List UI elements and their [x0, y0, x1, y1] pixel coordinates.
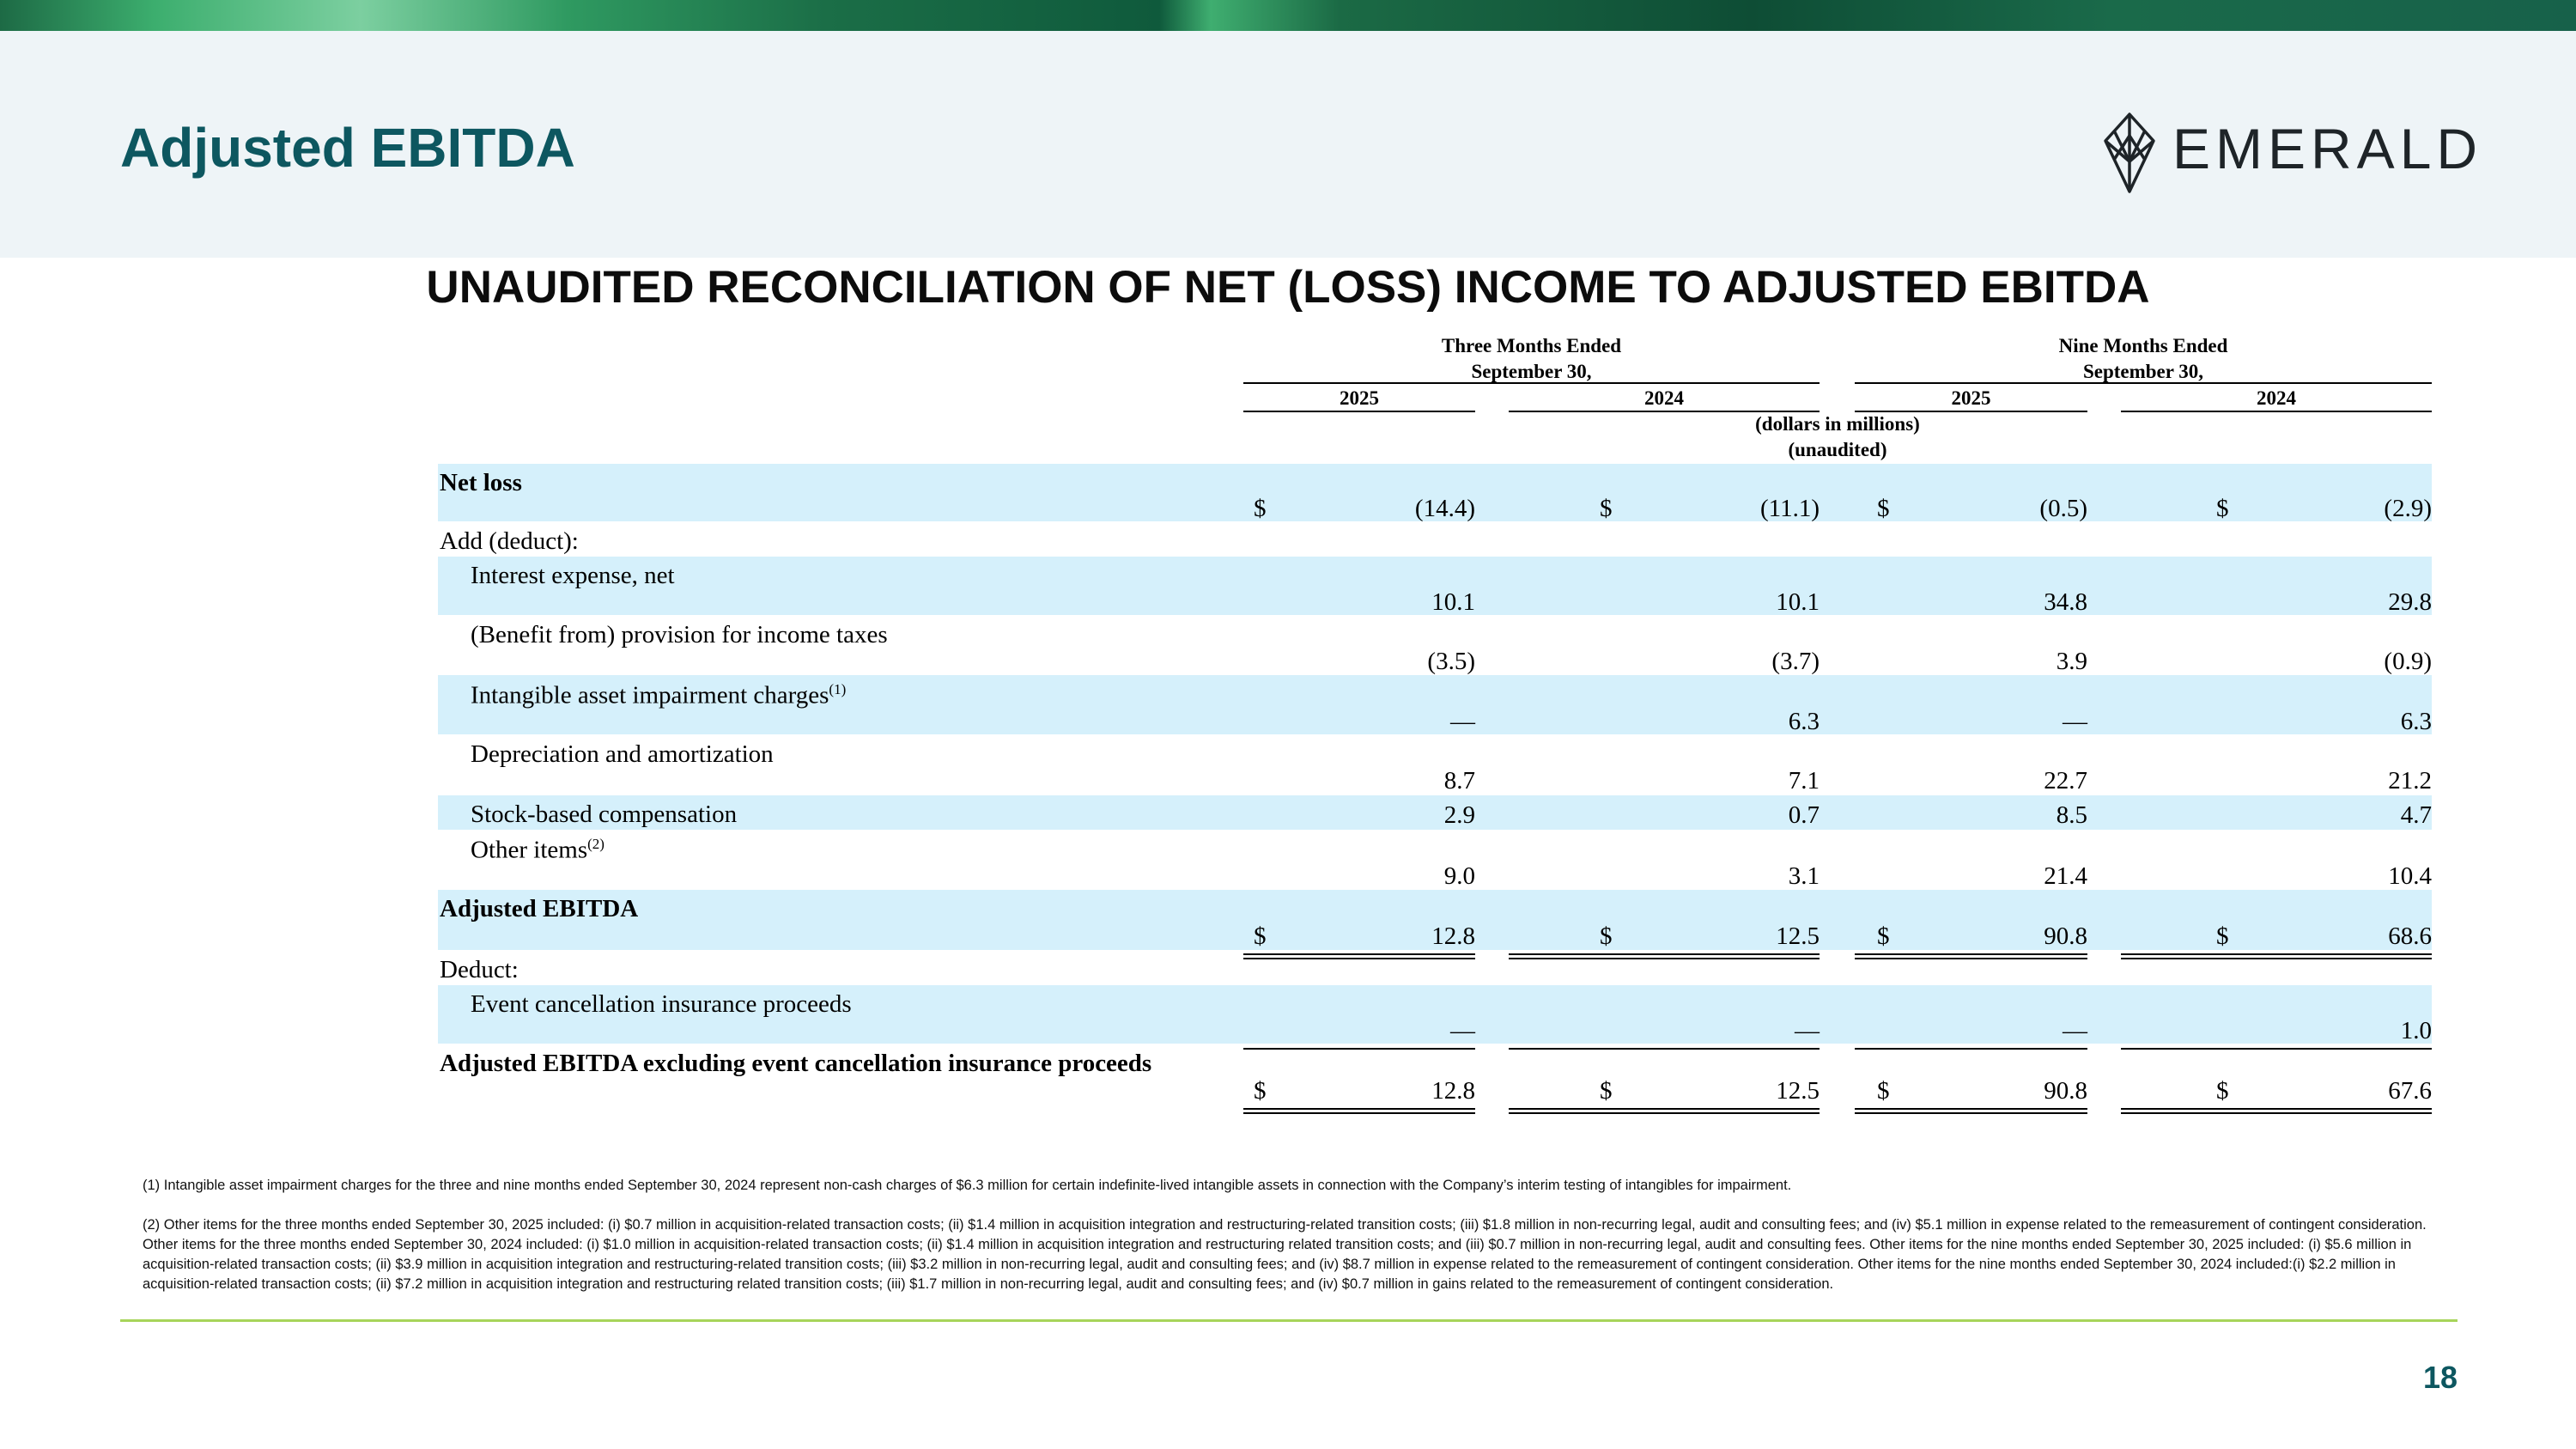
cell-value: —: [2063, 1017, 2087, 1044]
row-label-text: Interest expense, net: [471, 562, 675, 589]
col-year: 2024: [1644, 387, 1684, 409]
dollar-sign: $: [1254, 495, 1267, 522]
footnote-ref: (2): [587, 836, 605, 852]
cell-value: 8.7: [1443, 767, 1475, 795]
row-label: [471, 563, 675, 588]
footnote-ref: (1): [829, 681, 847, 697]
cell-value: 3.9: [2056, 648, 2087, 675]
page-number: 18: [2422, 1360, 2458, 1395]
cell-value: 21.4: [2044, 862, 2087, 890]
dollar-sign: $: [1254, 922, 1267, 950]
dollar-sign: $: [1600, 922, 1613, 950]
page-title: Adjusted EBITDA: [120, 117, 575, 179]
emerald-gem-icon: [2102, 112, 2157, 194]
dollar-sign: $: [2216, 495, 2229, 522]
units-note: (dollars in millions): [1755, 413, 1920, 435]
cell-value: 10.4: [2388, 862, 2432, 890]
cell-value: —: [1450, 708, 1475, 735]
cell-value: 67.6: [2388, 1077, 2432, 1105]
cell-value: 6.3: [1788, 708, 1820, 735]
cell-value: 34.8: [2044, 588, 2087, 616]
table-row: [438, 951, 2432, 985]
cell-value: 12.5: [1776, 1077, 1820, 1105]
col-year: 2025: [1951, 387, 1991, 409]
cell-value: 21.2: [2388, 767, 2432, 795]
cell-value: 9.0: [1443, 862, 1475, 890]
emerald-logo: [2102, 112, 2483, 194]
dollar-sign: $: [1600, 1077, 1613, 1105]
footer-divider: [120, 1319, 2458, 1322]
audit-note: (unaudited): [1788, 439, 1887, 460]
col-year: 2024: [2257, 387, 2296, 409]
row-label-text: Add (deduct):: [440, 527, 579, 555]
col-year: 2025: [1340, 387, 1379, 409]
total-double-underline: [2121, 1108, 2432, 1114]
col-header-three-months: [1243, 333, 1820, 385]
cell-value: 90.8: [2044, 1077, 2087, 1105]
row-label: [440, 958, 519, 983]
total-double-underline: [1509, 1108, 1820, 1114]
cell-value: 68.6: [2388, 922, 2432, 950]
cell-value: (11.1): [1760, 495, 1820, 522]
total-double-underline: [1243, 1108, 1475, 1114]
cell-value: —: [1795, 1017, 1820, 1044]
dollar-sign: $: [1877, 495, 1890, 522]
row-label-text: Net loss: [440, 469, 522, 496]
cell-value: 3.1: [1788, 862, 1820, 890]
table-row: [438, 522, 2432, 557]
row-label-text: Stock-based compensation: [471, 801, 738, 828]
dollar-sign: $: [1877, 1077, 1890, 1105]
cell-value: 90.8: [2044, 922, 2087, 950]
row-label-text: (Benefit from) provision for income taxes: [471, 621, 888, 648]
cell-value: (3.7): [1771, 648, 1820, 675]
dollar-sign: $: [2216, 922, 2229, 950]
dollar-sign: $: [2216, 1077, 2229, 1105]
row-label-text: Adjusted EBITDA: [440, 895, 639, 922]
cell-value: 10.1: [1431, 588, 1475, 616]
cell-value: 0.7: [1788, 801, 1820, 829]
row-label: [471, 837, 605, 863]
row-label-text: Intangible asset impairment charges: [471, 681, 829, 709]
footnote-2: (2) Other items for the three months ended September 30, 2025 included: (i) $0.7 million in acquisition-related transaction costs; (ii) $1.4 million in acquisition integration and restructuring-related transition costs; (iii) $1.8 million in non-recurring legal, audit and consulting fees; and (iv) $5.1 million in expense related to the remeasurement of contingent consideration. Other items for the three months ended September 30, 2024 included: (i) $1.0 million in acquisition-related transaction costs; (ii) $1.4 million in acquisition integration and restructuring related transition costs; and (iii) $0.7 million in non-recurring legal, audit and consulting fees. Other items for the nine months ended September 30, 2025 included: (i) $5.6 million in acquisition-related transaction costs; (ii) $3.9 million in acquisition integration and restructuring-related transition costs; (iii) $3.2 million in non-recurring legal, audit and consulting fees; and (iv) $8.7 million in expense related to the remeasurement of contingent consideration. Other items for the nine months ended September 30, 2024 included:(i) $2.2 million in acquisition-related transaction costs; (ii) $7.2 million in acquisition integration and restructuring related transition costs; (iii) $1.7 million in non-recurring legal, audit and consulting fees; and (iv) $0.7 million in gains related to the remeasurement of contingent consideration.: [143, 1217, 2427, 1292]
dollar-sign: $: [1254, 1077, 1267, 1105]
col-header-nine-months: [1855, 333, 2432, 385]
row-label-text: Other items: [471, 836, 588, 864]
cell-value: 4.7: [2400, 801, 2432, 829]
row-label-text: Depreciation and amortization: [471, 740, 774, 768]
nine-months-line1: Nine Months Ended: [2058, 335, 2228, 356]
top-gradient-bar: [0, 0, 2576, 31]
row-label: [471, 802, 737, 827]
cell-value: (3.5): [1427, 648, 1475, 675]
cell-value: 1.0: [2400, 1017, 2432, 1044]
year-rule: [2121, 411, 2432, 412]
logo-text: EMERALD: [2172, 117, 2483, 180]
row-label-text: Adjusted EBITDA excluding event cancellation insurance proceeds: [440, 1050, 1152, 1077]
cell-value: 10.1: [1776, 588, 1820, 616]
year-rule: [1243, 411, 1475, 412]
table-title: UNAUDITED RECONCILIATION OF NET (LOSS) INCOME TO ADJUSTED EBITDA: [426, 262, 2150, 313]
row-label: [471, 992, 852, 1017]
cell-value: 12.8: [1431, 1077, 1475, 1105]
row-label: [440, 471, 522, 496]
cell-value: (14.4): [1414, 495, 1475, 522]
row-label: [471, 623, 888, 648]
cell-value: 12.8: [1431, 922, 1475, 950]
cell-value: (0.9): [2384, 648, 2432, 675]
cell-value: 2.9: [1443, 801, 1475, 829]
cell-value: —: [2063, 708, 2087, 735]
header-rule-nine-months: [1855, 382, 2432, 384]
footnote-1: (1) Intangible asset impairment charges for the three and nine months ended September 30, 2024 represent non-cash charges of $6.3 million for certain indefinite-lived intangible assets in connection with the Company’s interim testing of intangibles for impairment.: [143, 1178, 1792, 1193]
row-label-text: Deduct:: [440, 956, 519, 983]
cell-value: (2.9): [2384, 495, 2432, 522]
cell-value: 6.3: [2400, 708, 2432, 735]
dollar-sign: $: [1877, 922, 1890, 950]
row-label-text: Event cancellation insurance proceeds: [471, 990, 852, 1018]
header-rule-three-months: [1243, 382, 1820, 384]
cell-value: 7.1: [1788, 767, 1820, 795]
three-months-line2: September 30,: [1471, 361, 1592, 382]
three-months-line1: Three Months Ended: [1441, 335, 1622, 356]
row-label: [440, 529, 579, 554]
cell-value: 8.5: [2056, 801, 2087, 829]
total-double-underline: [1855, 1108, 2087, 1114]
cell-value: (0.5): [2039, 495, 2087, 522]
cell-value: 12.5: [1776, 922, 1820, 950]
row-label: [471, 742, 774, 767]
row-label: [471, 682, 846, 709]
cell-value: 22.7: [2044, 767, 2087, 795]
cell-value: —: [1450, 1017, 1475, 1044]
row-label: [440, 1051, 1151, 1076]
dollar-sign: $: [1600, 495, 1613, 522]
nine-months-line2: September 30,: [2082, 361, 2204, 382]
row-label: [440, 897, 638, 922]
cell-value: 29.8: [2388, 588, 2432, 616]
